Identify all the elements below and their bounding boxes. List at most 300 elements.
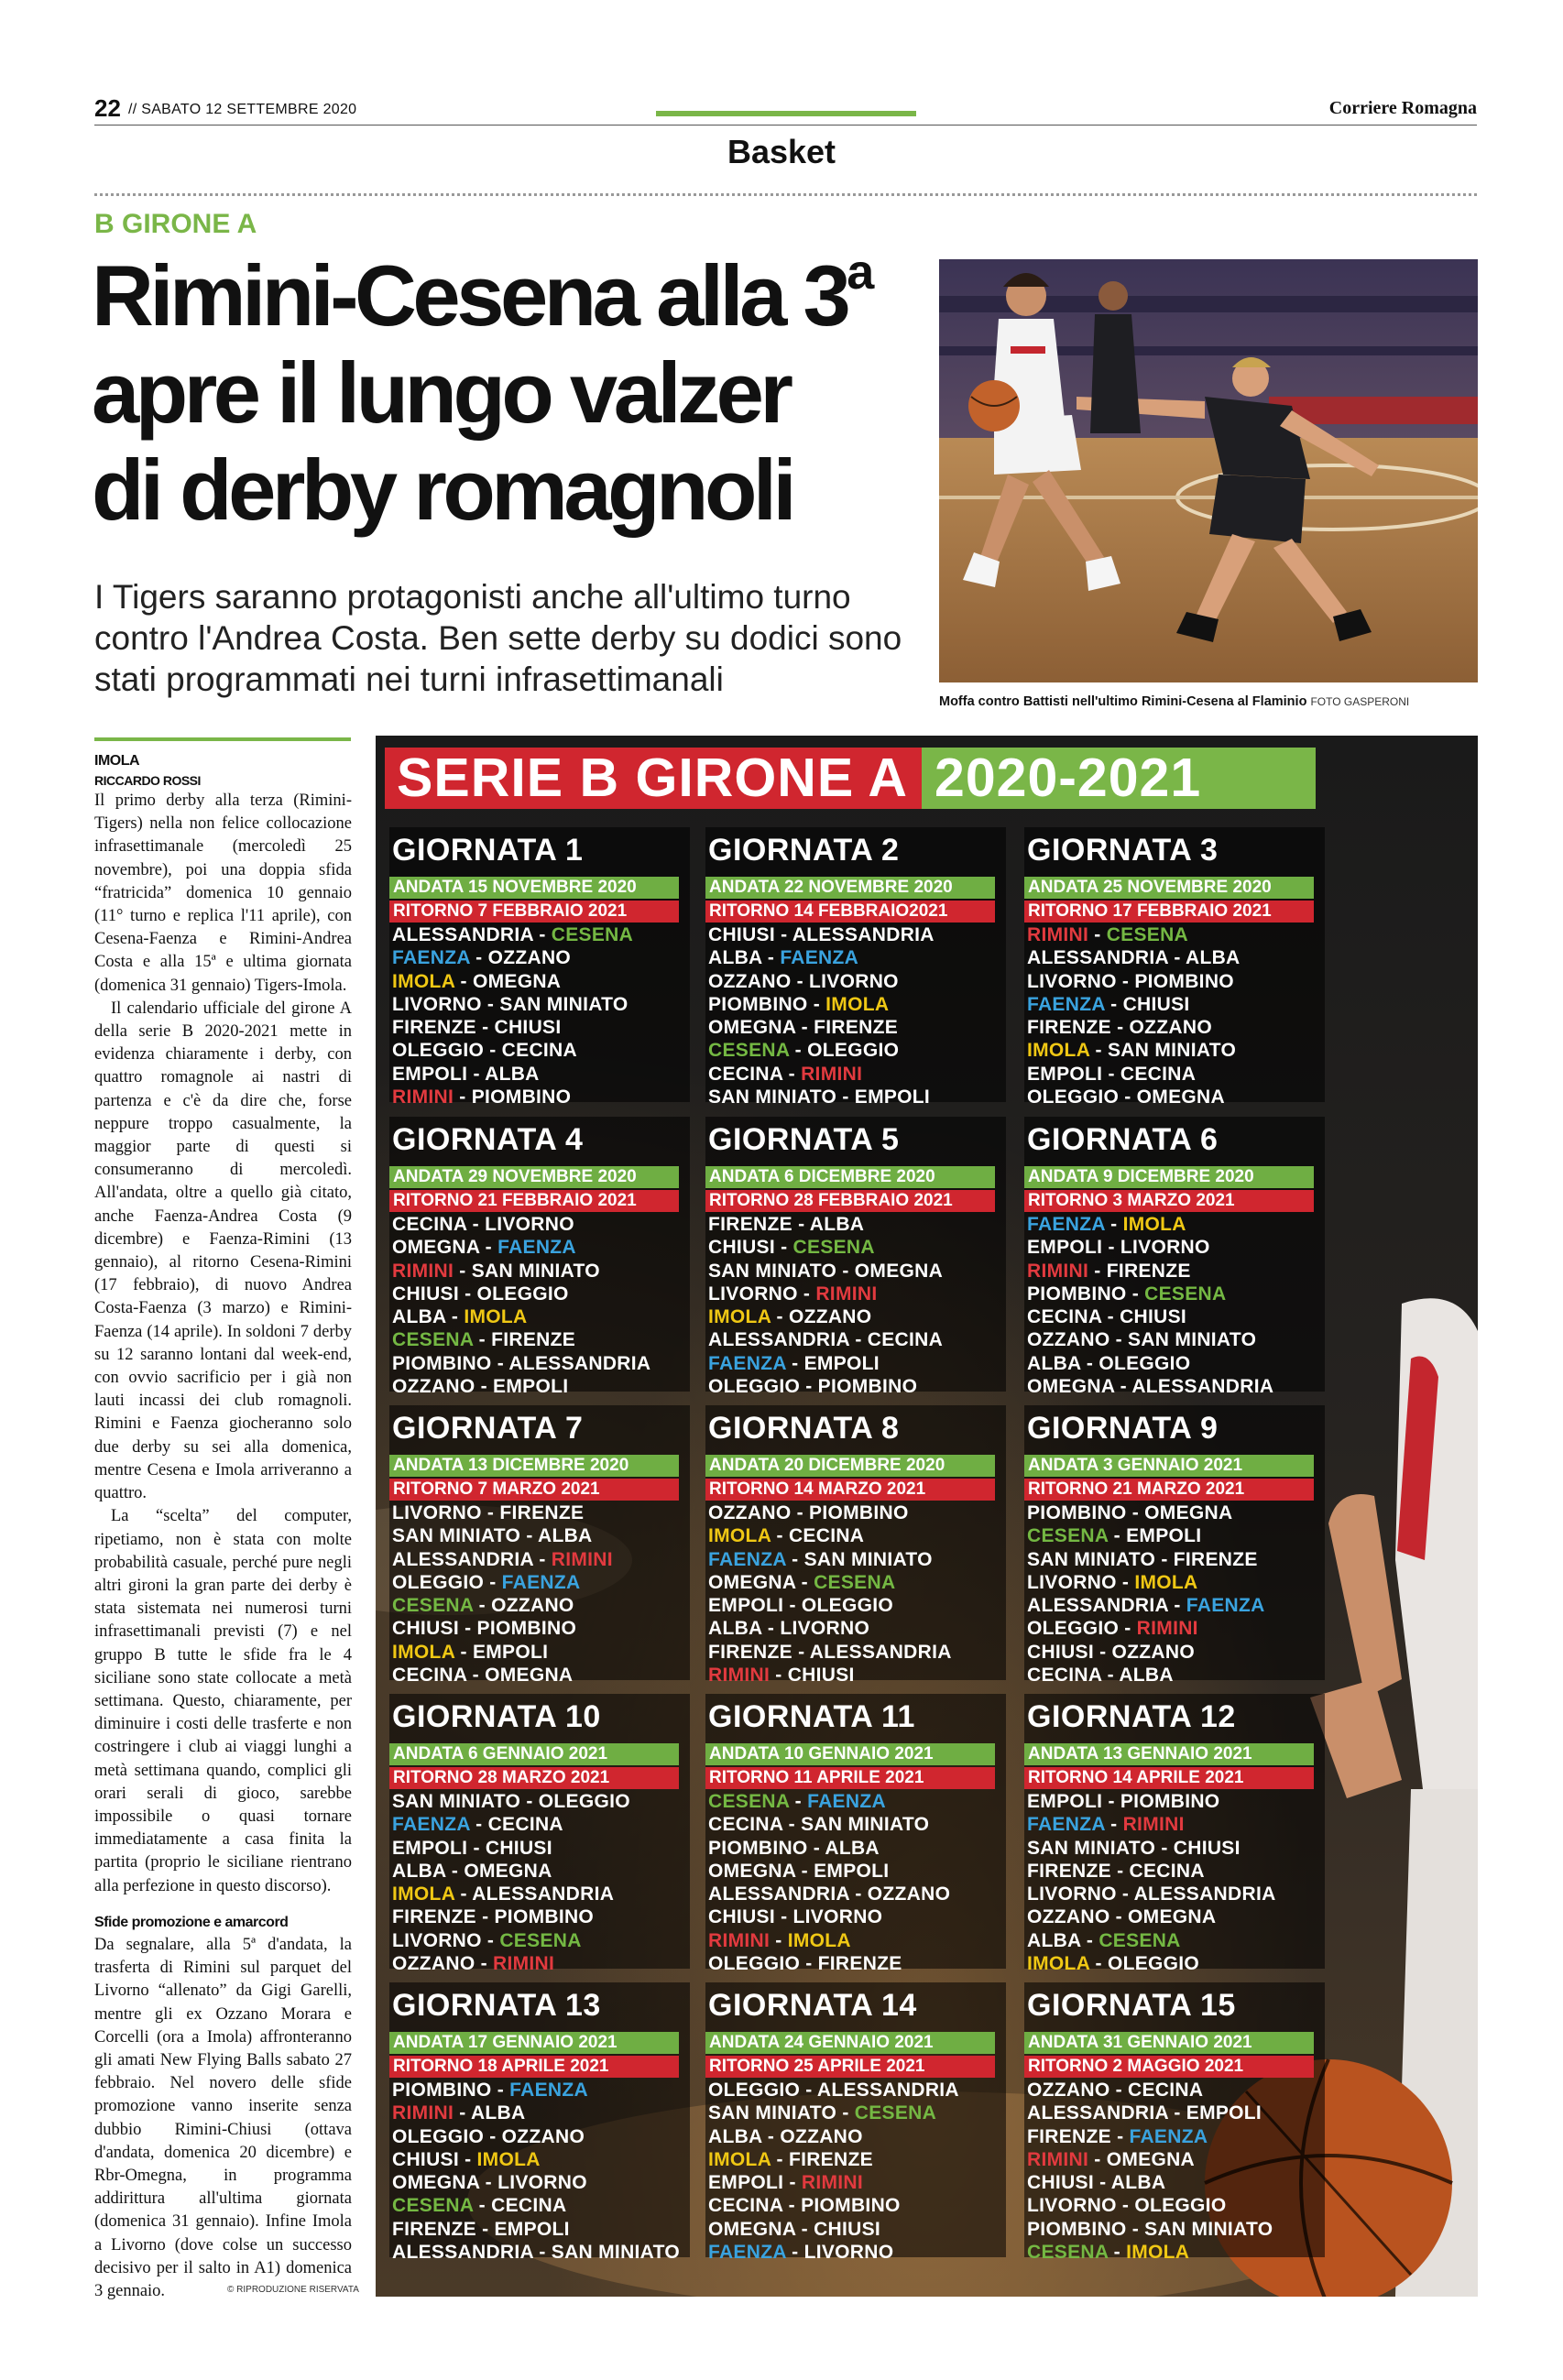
match-list xyxy=(392,1790,630,1975)
away-team: LIVORNO xyxy=(485,1214,574,1235)
match-separator: - xyxy=(458,1618,477,1640)
match-separator: - xyxy=(481,1929,500,1951)
andata-date: ANDATA 20 DICEMBRE 2020 xyxy=(705,1455,995,1477)
match-item xyxy=(1027,1571,1265,1594)
match-list xyxy=(708,1501,952,1687)
match-separator: - xyxy=(1116,1883,1134,1905)
away-team: FIRENZE xyxy=(788,2148,873,2170)
match-item xyxy=(1027,1664,1265,1687)
match-list xyxy=(708,1213,943,1398)
match-list xyxy=(392,1213,650,1398)
match-item xyxy=(1027,1790,1276,1813)
match-item xyxy=(1027,2241,1273,2264)
match-item xyxy=(392,1260,650,1283)
match-separator: - xyxy=(484,1040,502,1062)
match-item xyxy=(392,1617,613,1640)
home-team: OLEGGIO xyxy=(1027,1086,1120,1108)
header-accent-bar xyxy=(656,111,916,116)
article-subtitle: Sfide promozione e amarcord xyxy=(94,1914,289,1930)
match-separator: - xyxy=(771,2148,789,2170)
match-separator: - xyxy=(1105,1814,1123,1836)
match-separator: - xyxy=(1108,2242,1127,2264)
match-separator: - xyxy=(484,1571,502,1593)
article-body xyxy=(94,751,352,2303)
home-team: LIVORNO xyxy=(392,1502,482,1523)
match-item xyxy=(1027,2218,1273,2241)
home-team: FAENZA xyxy=(708,2242,787,2264)
match-separator: - xyxy=(836,2102,855,2124)
away-team: IMOLA xyxy=(464,1306,528,1328)
match-item xyxy=(1027,1883,1276,1905)
home-team: FIRENZE xyxy=(708,1214,792,1235)
match-item xyxy=(1027,1260,1273,1283)
away-team: CESENA xyxy=(1144,1283,1227,1305)
match-separator: - xyxy=(786,1548,804,1570)
match-item xyxy=(392,1813,630,1836)
away-team: CECINA xyxy=(1129,1860,1205,1882)
home-team: OLEGGIO xyxy=(1027,1618,1120,1640)
home-team: RIMINI xyxy=(392,2102,454,2124)
away-team: SAN MINIATO xyxy=(551,2242,680,2264)
schedule-graphic xyxy=(376,736,1478,2297)
home-team: OMEGNA xyxy=(392,1237,480,1259)
ritorno-date: RITORNO 7 FEBBRAIO 2021 xyxy=(389,901,679,923)
home-team: OLEGGIO xyxy=(392,1571,485,1593)
home-team: ALBA xyxy=(708,2125,762,2147)
away-team: FAENZA xyxy=(807,1791,886,1812)
home-team: LIVORNO xyxy=(392,1929,482,1951)
giornata-label: GIORNATA 11 xyxy=(708,1699,915,1734)
match-item xyxy=(708,1305,943,1328)
match-list xyxy=(1027,1213,1273,1398)
home-team: IMOLA xyxy=(708,1525,771,1547)
match-separator: - xyxy=(761,2125,781,2147)
away-team: EMPOLI xyxy=(472,1641,549,1663)
away-team: CESENA xyxy=(1098,1929,1181,1951)
away-team: OLEGGIO xyxy=(538,1791,630,1812)
ritorno-date: RITORNO 2 MAGGIO 2021 xyxy=(1024,2056,1314,2078)
match-separator: - xyxy=(792,1214,810,1235)
giornata-card xyxy=(705,827,1006,1108)
home-team: LIVORNO xyxy=(1027,1571,1117,1593)
ritorno-date: RITORNO 14 FEBBRAIO2021 xyxy=(705,901,995,923)
away-team: ALBA xyxy=(470,2102,526,2124)
home-team: OMEGNA xyxy=(392,2172,480,2194)
match-item xyxy=(708,1837,950,1860)
match-separator: - xyxy=(475,1906,495,1928)
home-team: CECINA xyxy=(708,2195,783,2217)
match-list xyxy=(708,2079,959,2264)
match-item xyxy=(1027,2194,1273,2217)
home-team: OMEGNA xyxy=(1027,1376,1115,1398)
match-separator: - xyxy=(800,1953,818,1975)
giornata-label: GIORNATA 8 xyxy=(708,1411,900,1446)
match-separator: - xyxy=(1093,1641,1112,1663)
home-team: SAN MINIATO xyxy=(708,1260,837,1282)
match-item xyxy=(392,1952,630,1975)
match-item xyxy=(1027,1039,1241,1062)
match-separator: - xyxy=(466,1665,486,1687)
match-item xyxy=(708,1617,952,1640)
article-paragraph: La “scelta” del computer, ripetiamo, non è stata con molte probabilità casuale, perché pure negli altri gironi la gran parte dei derby è stata sistemata nei numerosi turni infrasettimanali previsti (7) e nel gruppo B tutte le sfide fra le 4 siciliane sono state collocate a metà settimana. Questo, chiaramente, per diminuire i costi delle trasferte e non costringere i club ai viaggi lunghi a metà settimana quando, complici gli orari serali di gioco, sarebbe impossibile o quasi tornare immediatamente a casa finita la partita (proprio le siciliane rientrano alla perfezione in questo discorso). xyxy=(94,1507,352,1895)
match-separator: - xyxy=(491,2080,510,2101)
ritorno-date: RITORNO 21 MARZO 2021 xyxy=(1024,1479,1314,1501)
away-team: FIRENZE xyxy=(1173,1548,1258,1570)
match-separator: - xyxy=(791,970,810,992)
match-item xyxy=(392,1305,650,1328)
match-list xyxy=(392,1501,613,1687)
match-item xyxy=(708,1236,943,1259)
home-team: FAENZA xyxy=(1027,993,1106,1015)
match-separator: - xyxy=(475,1017,495,1039)
away-team: PIOMBINO xyxy=(801,2195,901,2217)
photo-caption xyxy=(939,694,1478,709)
home-team: EMPOLI xyxy=(1027,1791,1103,1812)
match-separator: - xyxy=(800,1376,818,1398)
giornata-card xyxy=(389,1405,690,1687)
match-separator: - xyxy=(786,2242,804,2264)
match-item xyxy=(708,1883,950,1905)
andata-date: ANDATA 24 GENNAIO 2021 xyxy=(705,2032,995,2054)
match-separator: - xyxy=(836,1086,855,1108)
article-paragraph: Il primo derby alla terza (Rimini-Tigers) nella non felice collocazione infrasettimanale (mercoledì 25 novembre), poi una doppia sfida “fratricida” domenica 10 gennaio (11° turno e replica l'11 aprile), con Cesena-Faenza e Rimini-Andrea Costa e alla 15ª e ultima giornata (domenica 31 gennaio) Tigers-Imola. xyxy=(94,792,352,995)
giornata-label: GIORNATA 7 xyxy=(392,1411,584,1446)
home-team: ALESSANDRIA xyxy=(392,924,534,945)
match-item xyxy=(708,1952,950,1975)
away-team: PIOMBINO xyxy=(1134,970,1234,992)
home-team: ALESSANDRIA xyxy=(1027,947,1169,969)
home-team: OZZANO xyxy=(1027,2080,1110,2101)
away-team: FIRENZE xyxy=(499,1502,585,1523)
ritorno-date: RITORNO 28 FEBBRAIO 2021 xyxy=(705,1190,995,1212)
match-item xyxy=(1027,946,1241,969)
match-item xyxy=(392,1929,630,1952)
home-team: OZZANO xyxy=(708,1502,792,1523)
ritorno-date: RITORNO 11 APRILE 2021 xyxy=(705,1767,995,1789)
match-separator: - xyxy=(481,1502,500,1523)
match-item xyxy=(708,1664,952,1687)
match-item xyxy=(708,1594,952,1617)
home-team: RIMINI xyxy=(392,1086,454,1108)
away-team: OMEGNA xyxy=(1128,1906,1217,1928)
match-item xyxy=(708,2102,959,2124)
home-team: CESENA xyxy=(708,1791,790,1812)
home-team: IMOLA xyxy=(708,2148,771,2170)
match-item xyxy=(1027,1813,1276,1836)
match-separator: - xyxy=(1110,2125,1130,2147)
away-team: RIMINI xyxy=(1136,1618,1198,1640)
match-item xyxy=(1027,970,1241,993)
article-paragraph: Da segnalare, alla 5ª d'andata, la trasferta di Rimini sul parquet del Livorno “allenato” da Gigi Garelli, mentre gli ex Ozzano Morara e Corcelli (ora a Imola) affronteranno gli amati New Flying Balls sabato 27 febbraio. Nel novero delle sfide promozione vanno inserite senza dubbio Rimini-Chiusi (ottava d'andata, domenica 20 dicembre) e Rbr-Omegna, in programma addirittura all'ultima giornata (domenica 31 gennaio). Infine Imola a Livorno (dove colse un successo decisivo per il salto in A1) domenica 3 gennaio. xyxy=(94,1935,352,2300)
andata-date: ANDATA 22 NOVEMBRE 2020 xyxy=(705,877,995,899)
home-team: CECINA xyxy=(1027,1665,1102,1687)
home-team: OZZANO xyxy=(392,1953,475,1975)
match-item xyxy=(708,1328,943,1351)
match-item xyxy=(392,2194,680,2217)
giornata-card xyxy=(705,1694,1006,1975)
match-item xyxy=(1027,1305,1273,1328)
home-team: SAN MINIATO xyxy=(708,2102,837,2124)
match-item xyxy=(1027,2171,1273,2194)
ritorno-date: RITORNO 17 FEBBRAIO 2021 xyxy=(1024,901,1314,923)
andata-date: ANDATA 3 GENNAIO 2021 xyxy=(1024,1455,1314,1477)
andata-date: ANDATA 13 GENNAIO 2021 xyxy=(1024,1743,1314,1765)
basketball-photo xyxy=(939,259,1478,682)
home-team: OMEGNA xyxy=(708,1571,796,1593)
match-separator: - xyxy=(1109,2080,1129,2101)
match-item xyxy=(392,1548,613,1571)
match-item xyxy=(392,1883,630,1905)
match-item xyxy=(392,2148,680,2171)
home-team: LIVORNO xyxy=(708,1283,798,1305)
home-team: CESENA xyxy=(1027,1525,1109,1547)
header-rule xyxy=(94,125,1477,126)
headline-line1: Rimini-Cesena alla 3 xyxy=(92,247,847,344)
match-item xyxy=(392,1213,650,1236)
ritorno-date: RITORNO 3 MARZO 2021 xyxy=(1024,1190,1314,1212)
match-separator: - xyxy=(454,1883,473,1905)
match-separator: - xyxy=(1126,1283,1145,1305)
match-item xyxy=(708,1283,943,1305)
match-separator: - xyxy=(795,2218,814,2240)
match-item xyxy=(708,2171,959,2194)
home-team: CHIUSI xyxy=(1027,1641,1094,1663)
away-team: ALESSANDRIA xyxy=(816,2080,959,2101)
home-team: OZZANO xyxy=(1027,1906,1110,1928)
match-item xyxy=(708,1375,943,1398)
match-item xyxy=(1027,1929,1276,1952)
away-team: CESENA xyxy=(551,924,634,945)
match-separator: - xyxy=(789,1040,808,1062)
andata-date: ANDATA 10 GENNAIO 2021 xyxy=(705,1743,995,1765)
away-team: FIRENZE xyxy=(814,1017,899,1039)
match-list xyxy=(1027,1790,1276,1975)
ritorno-date: RITORNO 7 MARZO 2021 xyxy=(389,1479,679,1501)
ritorno-date: RITORNO 28 MARZO 2021 xyxy=(389,1767,679,1789)
match-separator: - xyxy=(1105,1214,1123,1235)
away-team: ALESSANDRIA xyxy=(1133,1883,1276,1905)
match-separator: - xyxy=(1114,1376,1132,1398)
match-separator: - xyxy=(1089,1953,1108,1975)
match-item xyxy=(708,1929,950,1952)
match-item xyxy=(392,1571,613,1594)
home-team: SAN MINIATO xyxy=(392,1525,521,1547)
match-item xyxy=(1027,2079,1273,2102)
match-item xyxy=(392,1860,630,1883)
away-team: LIVORNO xyxy=(792,1906,883,1928)
away-team: IMOLA xyxy=(1122,1214,1186,1235)
home-team: PIOMBINO xyxy=(1027,2218,1127,2240)
giornata-card xyxy=(389,1117,690,1398)
page-number: 22 xyxy=(94,94,121,122)
home-team: OLEGGIO xyxy=(708,1953,801,1975)
match-separator: - xyxy=(791,1502,810,1523)
match-separator: - xyxy=(849,1329,868,1351)
match-item xyxy=(1027,1501,1265,1524)
home-team: FAENZA xyxy=(1027,1814,1106,1836)
home-team: OMEGNA xyxy=(708,2218,796,2240)
byline: RICCARDO ROSSI xyxy=(94,773,201,788)
match-item xyxy=(392,1905,630,1928)
match-separator: - xyxy=(1101,1665,1120,1687)
home-team: OLEGGIO xyxy=(392,1040,485,1062)
home-team: PIOMBINO xyxy=(708,1837,808,1859)
away-team: OZZANO xyxy=(780,2125,863,2147)
home-team: RIMINI xyxy=(1027,1260,1089,1282)
away-team: IMOLA xyxy=(787,1929,851,1951)
match-item xyxy=(1027,1063,1241,1086)
away-team: OZZANO xyxy=(867,1883,951,1905)
match-separator: - xyxy=(1102,1791,1120,1812)
match-separator: - xyxy=(807,1837,825,1859)
match-separator: - xyxy=(1119,1618,1137,1640)
giornata-label: GIORNATA 13 xyxy=(392,1988,601,2023)
match-item xyxy=(708,1813,950,1836)
away-team: RIMINI xyxy=(815,1283,878,1305)
home-team: LIVORNO xyxy=(392,993,482,1015)
match-item xyxy=(392,2241,680,2264)
match-list xyxy=(708,923,935,1108)
andata-date: ANDATA 13 DICEMBRE 2020 xyxy=(389,1455,679,1477)
home-team: CECINA xyxy=(392,1214,467,1235)
ritorno-date: RITORNO 25 APRILE 2021 xyxy=(705,2056,995,2078)
away-team: FAENZA xyxy=(780,947,859,969)
home-team: PIOMBINO xyxy=(392,2080,492,2101)
copyright-notice: © RIPRODUZIONE RISERVATA xyxy=(227,2285,359,2295)
match-separator: - xyxy=(774,1906,793,1928)
home-team: RIMINI xyxy=(392,1260,454,1282)
match-item xyxy=(392,1016,633,1039)
home-team: PIOMBINO xyxy=(1027,1283,1127,1305)
home-team: FIRENZE xyxy=(392,1017,476,1039)
away-team: OLEGGIO xyxy=(476,1283,569,1305)
home-team: SAN MINIATO xyxy=(1027,1548,1156,1570)
match-item xyxy=(708,1571,952,1594)
match-item xyxy=(1027,993,1241,1016)
match-separator: - xyxy=(479,2172,498,2194)
dotted-divider xyxy=(94,193,1477,196)
match-separator: - xyxy=(1110,1017,1130,1039)
match-item xyxy=(708,1524,952,1547)
away-team: ALBA xyxy=(538,1525,593,1547)
away-team: CECINA xyxy=(487,1814,563,1836)
photo-credit: FOTO GASPERONI xyxy=(1310,695,1410,708)
match-item xyxy=(1027,1086,1241,1108)
match-item xyxy=(392,993,633,1016)
match-item xyxy=(708,946,935,969)
match-item xyxy=(708,1641,952,1664)
away-team: SAN MINIATO xyxy=(801,1814,930,1836)
away-team: IMOLA xyxy=(1134,1571,1198,1593)
away-team: CHIUSI xyxy=(787,1665,855,1687)
match-item xyxy=(708,1548,952,1571)
match-separator: - xyxy=(454,1260,472,1282)
match-item xyxy=(708,2125,959,2148)
away-team: OZZANO xyxy=(1111,1641,1196,1663)
home-team: FIRENZE xyxy=(392,2218,476,2240)
match-separator: - xyxy=(520,1525,538,1547)
match-separator: - xyxy=(1093,2172,1111,2194)
match-item xyxy=(1027,1905,1276,1928)
match-separator: - xyxy=(479,1237,498,1259)
match-separator: - xyxy=(786,1352,804,1374)
away-team: CHIUSI xyxy=(1173,1837,1241,1859)
match-separator: - xyxy=(807,993,826,1015)
away-team: CECINA xyxy=(491,2195,567,2217)
match-item xyxy=(1027,1328,1273,1351)
away-team: EMPOLI xyxy=(1186,2102,1262,2124)
ritorno-date: RITORNO 18 APRILE 2021 xyxy=(389,2056,679,2078)
giornata-card xyxy=(1024,827,1325,1108)
home-team: ALESSANDRIA xyxy=(708,1329,850,1351)
home-team: EMPOLI xyxy=(392,1837,468,1859)
away-team: CECINA xyxy=(788,1525,865,1547)
away-team: CESENA xyxy=(854,2102,937,2124)
home-team: FIRENZE xyxy=(1027,2125,1111,2147)
match-separator: - xyxy=(445,1860,465,1882)
match-separator: - xyxy=(467,1063,486,1085)
home-team: CECINA xyxy=(392,1665,467,1687)
match-separator: - xyxy=(795,1571,814,1593)
match-separator: - xyxy=(533,1548,552,1570)
away-team: RIMINI xyxy=(551,1548,613,1570)
photo-caption-text: Moffa contro Battisti nell'ultimo Rimini-Cesena al Flaminio xyxy=(939,694,1307,709)
match-item xyxy=(708,1086,935,1108)
home-team: OZZANO xyxy=(1027,1329,1110,1351)
away-team: PIOMBINO xyxy=(817,1376,918,1398)
match-separator: - xyxy=(484,2125,502,2147)
away-team: OZZANO xyxy=(487,947,572,969)
publication-name: Corriere Romagna xyxy=(1328,98,1477,118)
home-team: IMOLA xyxy=(392,970,455,992)
away-team: OMEGNA xyxy=(1106,2148,1196,2170)
match-item xyxy=(1027,1860,1276,1883)
match-separator: - xyxy=(761,1618,781,1640)
match-list xyxy=(1027,2079,1273,2264)
article-paragraph: Il calendario ufficiale del girone A della serie B 2020-2021 mette in evidenza chiaramente i derby, con quattro romagnole ai nastri di partenza e c'è da dire che, forse neppure troppo casualmente, la maggior parte di questi si consumeranno di mercoledì. All'andata, oltre a quello già citato, anche Faenza-Andrea Costa (9 dicembre) e Faenza-Rimini (13 gennaio), al ritorno Cesena-Rimini (17 febbraio), di nuovo Andrea Costa-Faenza (3 marzo) e Rimini-Faenza (14 aprile). In soldoni 7 derby su 12 saranno lontani dal week-end, con ovvio sacrificio per i già non lauti incassi dei club romagnoli. Rimini e Faenza giocheranno solo due derby su sei alla domenica, mentre Cesena e Imola arriveranno a quattro. xyxy=(94,999,352,1503)
andata-date: ANDATA 6 GENNAIO 2021 xyxy=(389,1743,679,1765)
away-team: PIOMBINO xyxy=(476,1618,577,1640)
match-separator: - xyxy=(783,1595,802,1617)
home-team: EMPOLI xyxy=(392,1063,468,1085)
kicker: B GIRONE A xyxy=(94,209,257,239)
andata-date: ANDATA 17 GENNAIO 2021 xyxy=(389,2032,679,2054)
away-team: LIVORNO xyxy=(803,2242,894,2264)
home-team: RIMINI xyxy=(1027,924,1089,945)
away-team: ALBA xyxy=(1186,947,1241,969)
away-team: CHIUSI xyxy=(485,1837,552,1859)
match-separator: - xyxy=(1155,1548,1174,1570)
home-team: ALBA xyxy=(708,1618,762,1640)
match-separator: - xyxy=(491,1352,509,1374)
giornata-label: GIORNATA 14 xyxy=(708,1988,917,2023)
match-item xyxy=(392,1790,630,1813)
match-separator: - xyxy=(782,2195,802,2217)
match-item xyxy=(1027,1524,1265,1547)
match-item xyxy=(392,1328,650,1351)
match-item xyxy=(1027,1213,1273,1236)
away-team: EMPOLI xyxy=(803,1352,880,1374)
match-item xyxy=(708,1905,950,1928)
match-item xyxy=(708,1860,950,1883)
away-team: LIVORNO xyxy=(780,1618,870,1640)
match-separator: - xyxy=(1109,1329,1129,1351)
match-separator: - xyxy=(1116,970,1135,992)
home-team: IMOLA xyxy=(1027,1040,1090,1062)
home-team: OMEGNA xyxy=(708,1860,796,1882)
home-team: FAENZA xyxy=(708,1352,787,1374)
away-team: OLEGGIO xyxy=(1098,1352,1191,1374)
